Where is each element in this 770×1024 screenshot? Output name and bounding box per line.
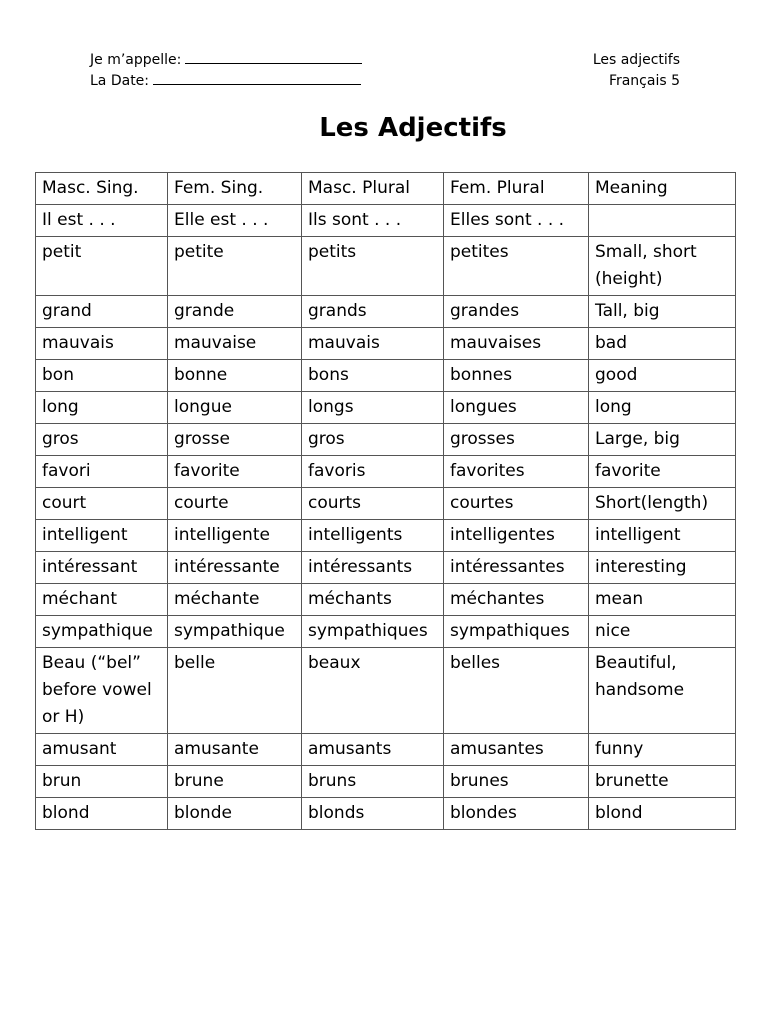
table-cell: bon — [36, 360, 168, 392]
table-cell: sympathique — [36, 616, 168, 648]
table-cell: grosses — [444, 424, 589, 456]
table-cell: blond — [589, 798, 736, 830]
table-cell: Beau (“bel” before vowel or H) — [36, 648, 168, 734]
table-row — [36, 360, 736, 392]
table-cell: Small, short (height) — [589, 237, 736, 296]
table-cell: amusant — [36, 734, 168, 766]
table-cell: intéressantes — [444, 552, 589, 584]
table-cell: mauvaises — [444, 328, 589, 360]
table-row — [36, 552, 736, 584]
table-cell: belles — [444, 648, 589, 734]
table-cell: courtes — [444, 488, 589, 520]
table-cell: amusantes — [444, 734, 589, 766]
table-cell: petit — [36, 237, 168, 296]
table-cell: beaux — [302, 648, 444, 734]
table-cell: good — [589, 360, 736, 392]
table-cell: intelligent — [589, 520, 736, 552]
table-cell: blondes — [444, 798, 589, 830]
table-row — [36, 296, 736, 328]
table-cell: intéressants — [302, 552, 444, 584]
table-cell: grand — [36, 296, 168, 328]
table-cell: brunes — [444, 766, 589, 798]
table-cell: petites — [444, 237, 589, 296]
table-cell: petite — [168, 237, 302, 296]
subheader-cell: Elle est . . . — [168, 205, 302, 237]
table-cell: Large, big — [589, 424, 736, 456]
header-cell: Masc. Sing. — [36, 173, 168, 205]
table-cell: bonne — [168, 360, 302, 392]
table-cell: sympathique — [168, 616, 302, 648]
table-cell: méchants — [302, 584, 444, 616]
table-cell: sympathiques — [444, 616, 589, 648]
subheader-cell — [589, 205, 736, 237]
student-info — [90, 50, 362, 92]
table-cell: long — [36, 392, 168, 424]
table-cell: courte — [168, 488, 302, 520]
table-body — [36, 173, 736, 830]
table-cell: favorite — [589, 456, 736, 488]
table-cell: amusants — [302, 734, 444, 766]
table-cell: méchantes — [444, 584, 589, 616]
table-cell: brunette — [589, 766, 736, 798]
table-cell: court — [36, 488, 168, 520]
table-cell: grosse — [168, 424, 302, 456]
table-cell: gros — [302, 424, 444, 456]
table-cell: intéressant — [36, 552, 168, 584]
table-cell: grands — [302, 296, 444, 328]
table-cell: longue — [168, 392, 302, 424]
table-cell: mauvais — [36, 328, 168, 360]
header-cell: Fem. Sing. — [168, 173, 302, 205]
table-cell: blonde — [168, 798, 302, 830]
table-cell: blonds — [302, 798, 444, 830]
table-cell: longs — [302, 392, 444, 424]
table-cell: longues — [444, 392, 589, 424]
table-row — [36, 488, 736, 520]
table-cell: mauvaise — [168, 328, 302, 360]
table-cell: favoris — [302, 456, 444, 488]
topic-label: Les adjectifs — [592, 52, 680, 68]
table-cell: favorite — [168, 456, 302, 488]
table-cell: intelligents — [302, 520, 444, 552]
table-cell: amusante — [168, 734, 302, 766]
table-cell: intéressante — [168, 552, 302, 584]
page-title: Les Adjectifs — [319, 113, 507, 143]
table-cell: favorites — [444, 456, 589, 488]
table-cell: mauvais — [302, 328, 444, 360]
table-cell: bonnes — [444, 360, 589, 392]
date-line — [90, 71, 362, 92]
subheader-cell: Elles sont . . . — [444, 205, 589, 237]
table-cell: intelligentes — [444, 520, 589, 552]
name-blank[interactable] — [185, 51, 362, 64]
header-cell: Masc. Plural — [302, 173, 444, 205]
table-cell: Tall, big — [589, 296, 736, 328]
table-row — [36, 328, 736, 360]
header-cell: Fem. Plural — [444, 173, 589, 205]
table-row — [36, 456, 736, 488]
table-cell: favori — [36, 456, 168, 488]
table-cell: mean — [589, 584, 736, 616]
table-cell: nice — [589, 616, 736, 648]
course-label: Français 5 — [608, 73, 680, 89]
table-cell: blond — [36, 798, 168, 830]
table-cell: méchant — [36, 584, 168, 616]
table-cell: Beautiful, handsome — [589, 648, 736, 734]
table-row — [36, 392, 736, 424]
table-cell: méchante — [168, 584, 302, 616]
table-row — [36, 734, 736, 766]
subheader-cell: Ils sont . . . — [302, 205, 444, 237]
table-cell: intelligente — [168, 520, 302, 552]
date-label: La Date: — [90, 73, 150, 89]
table-cell: bruns — [302, 766, 444, 798]
table-cell: bons — [302, 360, 444, 392]
header-cell: Meaning — [589, 173, 736, 205]
table-row — [36, 648, 736, 734]
table-row — [36, 237, 736, 296]
table-cell: grandes — [444, 296, 589, 328]
table-cell: brun — [36, 766, 168, 798]
table-row — [36, 798, 736, 830]
table-row — [36, 584, 736, 616]
date-blank[interactable] — [153, 72, 361, 85]
table-cell: sympathiques — [302, 616, 444, 648]
table-cell: brune — [168, 766, 302, 798]
table-cell: bad — [589, 328, 736, 360]
table-cell: petits — [302, 237, 444, 296]
table-cell: Short(length) — [589, 488, 736, 520]
subheader-row — [36, 205, 736, 237]
table-row — [36, 766, 736, 798]
table-row — [36, 616, 736, 648]
table-row — [36, 424, 736, 456]
name-line — [90, 50, 362, 71]
table-cell: long — [589, 392, 736, 424]
subheader-cell: Il est . . . — [36, 205, 168, 237]
table-cell: interesting — [589, 552, 736, 584]
table-cell: funny — [589, 734, 736, 766]
adjectives-table — [35, 172, 736, 830]
header-row — [36, 173, 736, 205]
table-cell: intelligent — [36, 520, 168, 552]
table-cell: courts — [302, 488, 444, 520]
name-label: Je m’appelle: — [90, 52, 182, 68]
table-cell: belle — [168, 648, 302, 734]
table-row — [36, 520, 736, 552]
table-cell: gros — [36, 424, 168, 456]
course-info — [593, 50, 680, 92]
table-cell: grande — [168, 296, 302, 328]
